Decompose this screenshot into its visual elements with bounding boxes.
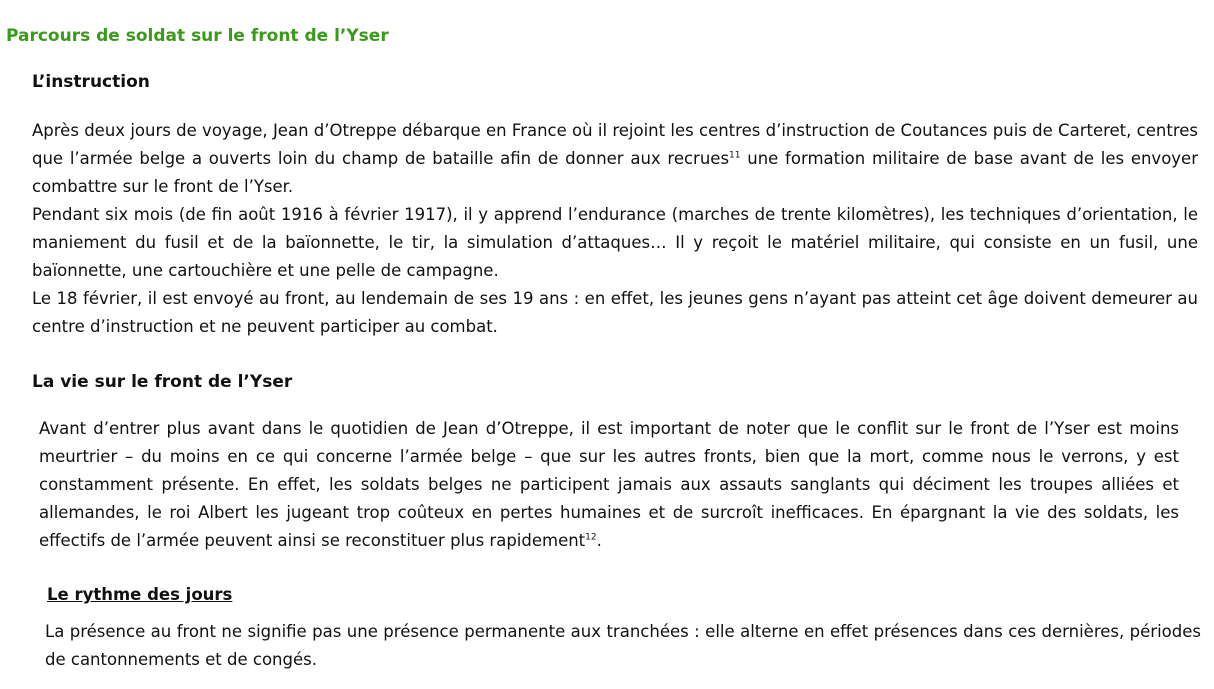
paragraph: Le 18 février, il est envoyé au front, au lendemain de ses 19 ans : en effet, les jeunes gens n’ayant pas atteint cet âge doivent demeurer au centre d’instruction et ne peuvent participer au combat.: [32, 289, 1198, 336]
paragraph-text: Après deux jours de voyage, Jean d’Otreppe débarque en France où il rejoint les centres d’instruction de Coutances puis de Carteret, centres que l’armée belge a ouverts loin du champ de bataille afin de donner aux recrues: [32, 121, 1198, 168]
paragraph-text: une formation militaire de base avant de les envoyer combattre sur le front de l’Yser.: [32, 149, 1198, 196]
paragraph: La présence au front ne signifie pas une présence permanente aux tranchées : elle alterne en effet présences dans ces dernières, périodes de cantonnements et de congés.: [45, 622, 1201, 669]
paragraph-text: .: [596, 531, 602, 550]
paragraph-text: Avant d’entrer plus avant dans le quotidien de Jean d’Otreppe, il est important de noter que le conflit sur le front de l’Yser est moins meurtrier – du moins en ce qui concerne l’armée belge – que sur les autres fronts, bien que la mort, comme nous le verrons, y est constamment présente. En effet, les soldats belges ne participent jamais aux assauts sanglants qui déciment les troupes alliées et allemandes, le roi Albert les jugeant trop coûteux en pertes humaines et de surcroît inefficaces. En épargnant la vie des soldats, les effectifs de l’armée peuvent ainsi se reconstituer plus rapidement: [39, 419, 1179, 550]
document-title: Parcours de soldat sur le front de l’Yser: [6, 26, 389, 46]
section-body-instruction: [32, 117, 1198, 341]
section-heading-vie-front: La vie sur le front de l’Yser: [32, 372, 293, 392]
paragraph: Pendant six mois (de fin août 1916 à février 1917), il y apprend l’endurance (marches de trente kilomètres), les techniques d’orientation, le maniement du fusil et de la baïonnette, le tir, la simulation d’attaques… Il y reçoit le matériel militaire, qui consiste en un fusil, une baïonnette, une cartouchière et une pelle de campagne.: [32, 205, 1198, 280]
subsection-heading-rythme: Le rythme des jours: [47, 585, 233, 604]
paragraph: [39, 415, 1179, 555]
section-heading-instruction: L’instruction: [32, 72, 150, 92]
paragraph: [32, 117, 1198, 201]
footnote-ref[interactable]: 11: [729, 150, 741, 161]
footnote-ref[interactable]: 12: [585, 532, 597, 543]
